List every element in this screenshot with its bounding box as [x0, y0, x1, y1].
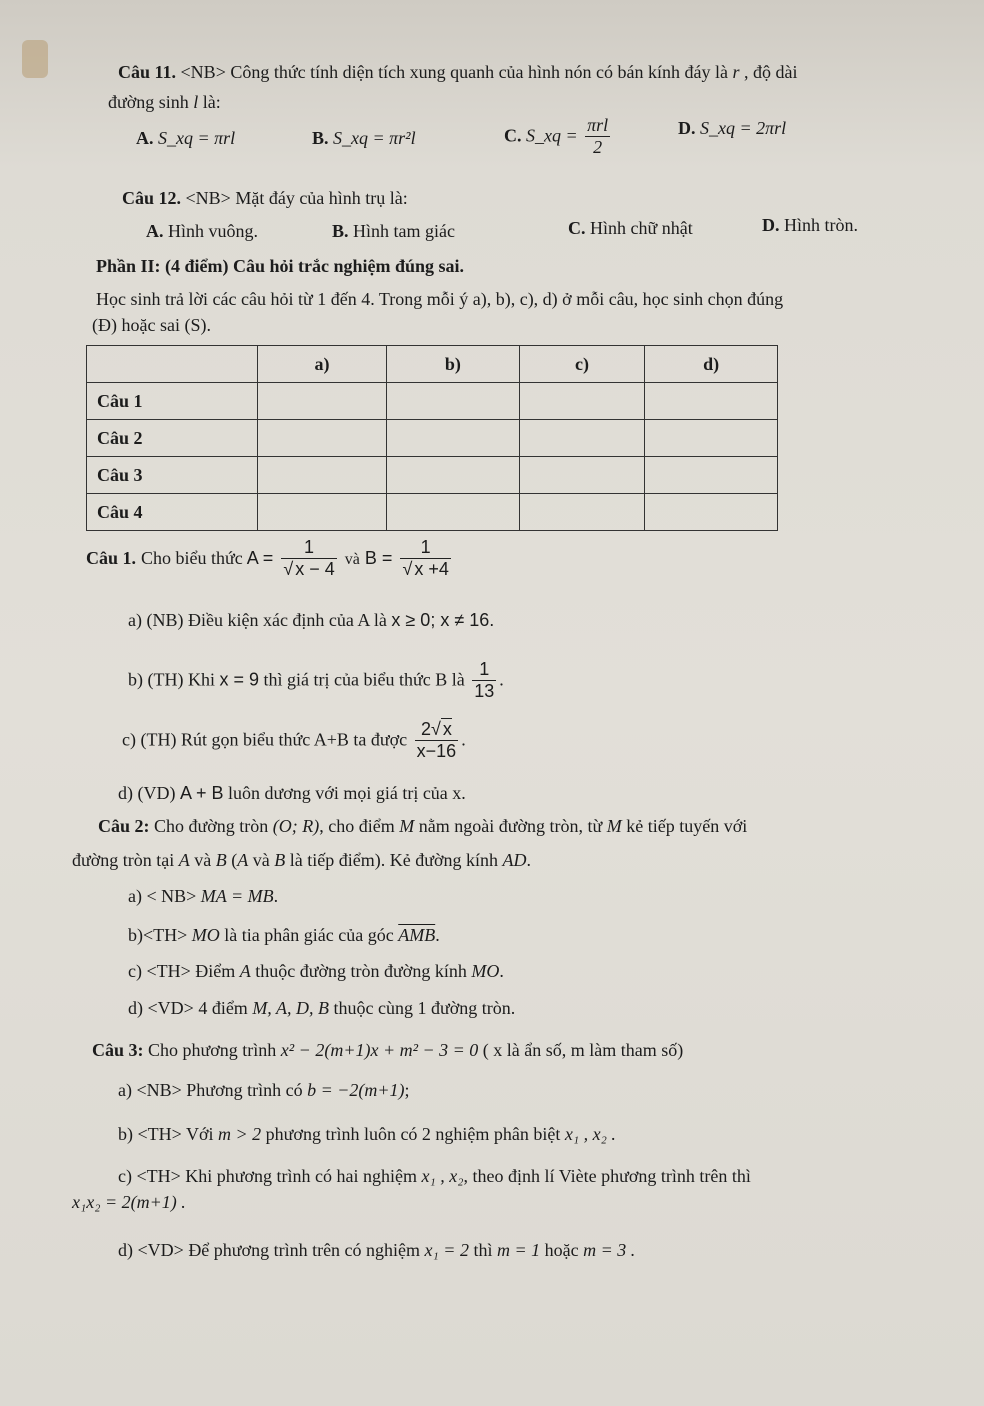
c2-label: Câu 2: [98, 816, 150, 836]
table-header: b) [387, 346, 520, 383]
c2-line1: Câu 2: Cho đường tròn (O; R), cho điểm M nằm ngoài đường tròn, từ M kẻ tiếp tuyến với [98, 816, 748, 836]
answer-cell[interactable] [387, 494, 520, 531]
c1-line: Câu 1. Cho biểu thức A = $\frac{1}{√ x - 4}$ và B = $\frac{1}{√ x +4}$ [86, 537, 449, 579]
q11-label: Câu 11. [118, 62, 177, 82]
answer-cell[interactable] [258, 457, 387, 494]
c2-item-c: c) <TH> Điểm A thuộc đường tròn đường kính MO. [128, 961, 504, 981]
c1-b-fraction: $\frac{1}{√ x +4}$ [402, 537, 449, 579]
q11-tag: <NB> [180, 62, 226, 82]
c2-line2: đường tròn tại A và B (A và B là tiếp điểm). Kẻ đường kính AD. [72, 850, 531, 870]
row-label: Câu 4 [87, 494, 258, 531]
table-header: c) [519, 346, 644, 383]
answer-cell[interactable] [258, 494, 387, 531]
paper-stain [22, 40, 48, 78]
row-label: Câu 3 [87, 457, 258, 494]
q11-line2-a: đường sinh [108, 92, 189, 112]
table-row [87, 383, 778, 420]
c3-label: Câu 3: [92, 1040, 144, 1060]
q12-option-c[interactable]: C. Hình chữ nhật [568, 218, 693, 238]
table-row [87, 420, 778, 457]
c1-item-c: c) (TH) Rút gọn biểu thức A+B ta được $\frac{2√ x}{x-16}$ . [122, 719, 466, 761]
row-label: Câu 1 [87, 383, 258, 420]
answer-cell[interactable] [519, 420, 644, 457]
c3-line: Câu 3: Cho phương trình x² − 2(m+1)x + m² − 3 = 0 ( x là ẩn số, m làm tham số) [92, 1040, 684, 1060]
q11-option-d[interactable]: D. S_xq = 2πrl [678, 118, 787, 138]
answer-cell[interactable] [645, 383, 778, 420]
q11-l: l [193, 92, 199, 112]
q11-c-fraction: $\frac{\text{πrl}}{2}$ [587, 115, 609, 157]
c1-c-fraction: $\frac{2√ x}{x-16}$ [416, 719, 457, 761]
c2-item-a: a) < NB> MA = MB. [128, 886, 279, 906]
table-header: a) [258, 346, 387, 383]
c1-item-b: b) (TH) Khi x = 9 thì giá trị của biểu thức B là $\frac{1}{13}$ . [128, 659, 504, 701]
c3-item-d: d) <VD> Để phương trình trên có nghiệm x₁ = 2 thì m = 1 hoặc m = 3 . [118, 1240, 636, 1260]
c2-item-b: b)<TH> MO là tia phân giác của góc $\overline{AMB}$. [128, 925, 440, 945]
c2-item-d: d) <VD> 4 điểm M, A, D, B thuộc cùng 1 đường tròn. [128, 998, 516, 1018]
part2-title: Phần II: (4 điểm) Câu hỏi trắc nghiệm đúng sai. [96, 256, 465, 276]
q11-option-a[interactable]: A. S_xq = πrl [136, 128, 236, 148]
answer-cell[interactable] [519, 383, 644, 420]
answer-table [86, 345, 778, 531]
answer-cell[interactable] [645, 420, 778, 457]
answer-cell[interactable] [645, 494, 778, 531]
answer-cell[interactable] [645, 457, 778, 494]
answer-cell[interactable] [258, 420, 387, 457]
table-header: d) [645, 346, 778, 383]
c3-item-b: b) <TH> Với m > 2 phương trình luôn có 2 nghiệm phân biệt x₁ , x₂ . [118, 1124, 616, 1144]
q12-option-a[interactable]: A. Hình vuông. [146, 221, 258, 241]
q11-line1 [118, 62, 798, 83]
q11-option-c[interactable]: C. S_xq = $\frac{\text{πrl}}{2}$ [504, 115, 609, 157]
c3-item-a: a) <NB> Phương trình có b = −2(m+1); [118, 1080, 410, 1100]
c1-item-d: d) (VD) A + B luôn dương với mọi giá trị của x. [118, 783, 466, 803]
q12-line [122, 188, 408, 209]
q12-tag: <NB> [185, 188, 231, 208]
q11-line2-b: là: [202, 92, 221, 112]
c1-label: Câu 1. [86, 547, 137, 568]
answer-cell[interactable] [387, 420, 520, 457]
answer-cell[interactable] [519, 494, 644, 531]
c3-item-c-line2: x₁x₂ = 2(m+1) . [72, 1192, 186, 1212]
answer-cell[interactable] [519, 457, 644, 494]
q12-option-b[interactable]: B. Hình tam giác [332, 221, 455, 241]
answer-cell[interactable] [258, 383, 387, 420]
part2-instruction-2: (Đ) hoặc sai (S). [92, 315, 211, 335]
q11-text: Công thức tính diện tích xung quanh của hình nón có bán kính đáy là [230, 62, 729, 82]
c1-b-value-fraction: $\frac{1}{13}$ [474, 659, 495, 701]
q11-line2 [108, 92, 221, 113]
q11-r: r [732, 62, 740, 82]
table-corner [87, 346, 258, 383]
table-header-row [87, 346, 778, 383]
table-row [87, 457, 778, 494]
c1-item-a: a) (NB) Điều kiện xác định của A là x ≥ 0; x ≠ 16. [128, 610, 495, 630]
q12-label: Câu 12. [122, 188, 182, 208]
angle-amb: $\overline{AMB}$ [398, 925, 436, 945]
q12-option-d[interactable]: D. Hình tròn. [762, 215, 858, 235]
c3-item-c: c) <TH> Khi phương trình có hai nghiệm x₁ , x₂, theo định lí Viète phương trình trên thì [118, 1166, 751, 1186]
q11-text-tail: , độ dài [744, 62, 798, 82]
c1-a-fraction: $\frac{1}{√ x - 4}$ [283, 537, 335, 579]
row-label: Câu 2 [87, 420, 258, 457]
answer-cell[interactable] [387, 383, 520, 420]
table-row [87, 494, 778, 531]
answer-cell[interactable] [387, 457, 520, 494]
q12-text: Mặt đáy của hình trụ là: [235, 188, 408, 208]
part2-instruction-1: Học sinh trả lời các câu hỏi từ 1 đến 4. Trong mỗi ý a), b), c), d) ở mỗi câu, học sinh chọn đúng [96, 289, 784, 309]
q11-option-b[interactable]: B. S_xq = πr²l [312, 128, 416, 148]
